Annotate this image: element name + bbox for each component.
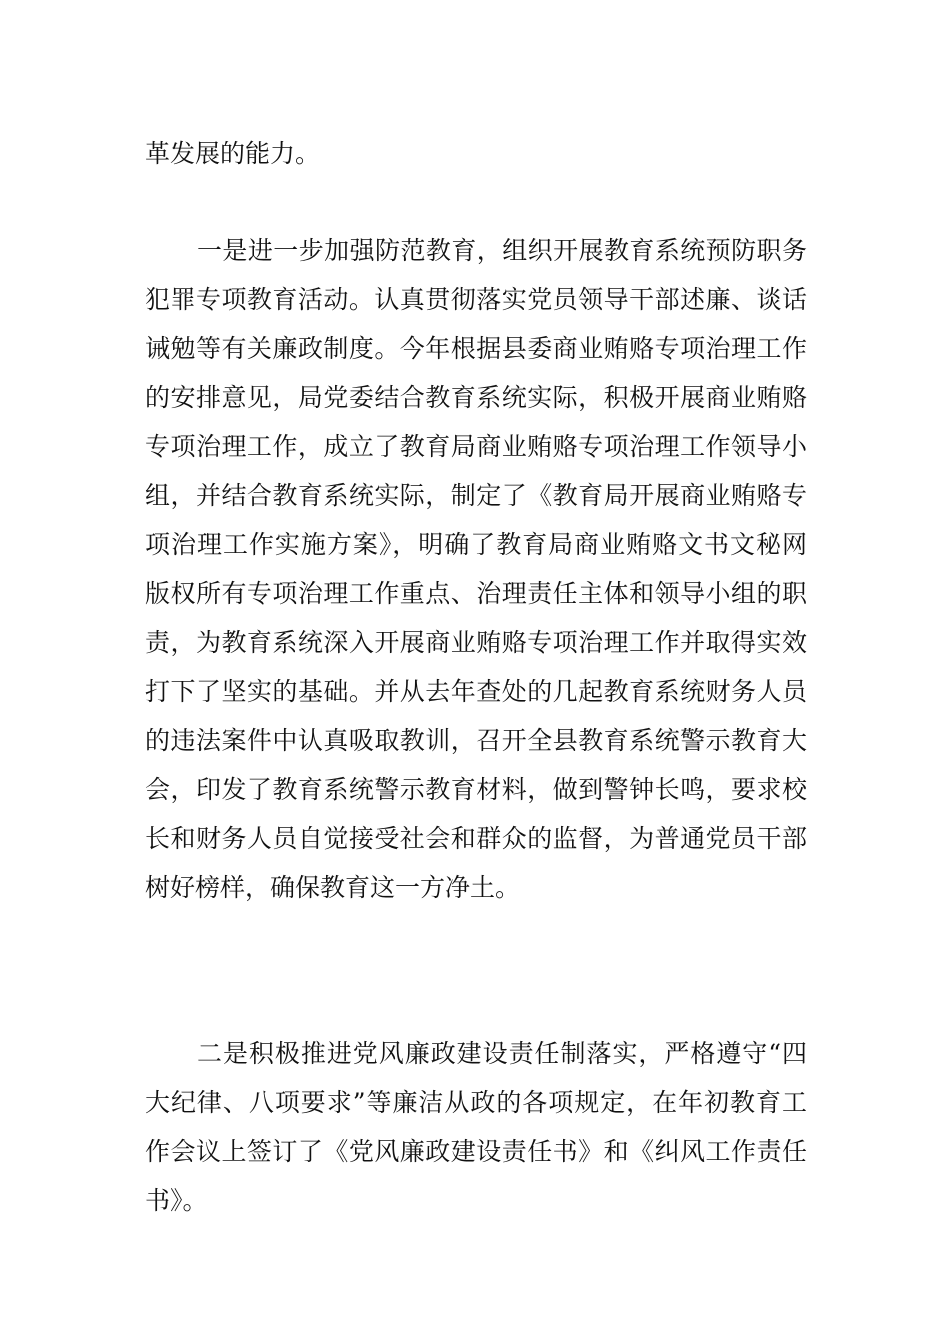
paragraph-continuation: 革发展的能力。: [145, 139, 321, 168]
paragraph-responsibility-system: 二是积极推进党风廉政建设责任制落实，严格遵守“四大纪律、八项要求”等廉洁从政的各项规定，在年初教育工作会议上签订了《党风廉政建设责任书》和《纠风工作责任书》。: [145, 1039, 807, 1215]
paragraph-prevention-education: 一是进一步加强防范教育，组织开展教育系统预防职务犯罪专项教育活动。认真贯彻落实党员领导干部述廉、谈话诫勉等有关廉政制度。今年根据县委商业贿赂专项治理工作的安排意见，局党委结合教育系统实际，积极开展商业贿赂专项治理工作，成立了教育局商业贿赂专项治理工作领导小组，并结合教育系统实际，制定了《教育局开展商业贿赂专项治理工作实施方案》，明确了教育局商业贿赂文书文秘网版权所有专项治理工作重点、治理责任主体和领导小组的职责，为教育系统深入开展商业贿赂专项治理工作并取得实效打下了坚实的基础。并从去年查处的几起教育系统财务人员的违法案件中认真吸取教训，召开全县教育系统警示教育大会，印发了教育系统警示教育材料，做到警钟长鸣，要求校长和财务人员自觉接受社会和群众的监督，为普通党员干部树好榜样，确保教育这一方净土。: [145, 236, 807, 902]
